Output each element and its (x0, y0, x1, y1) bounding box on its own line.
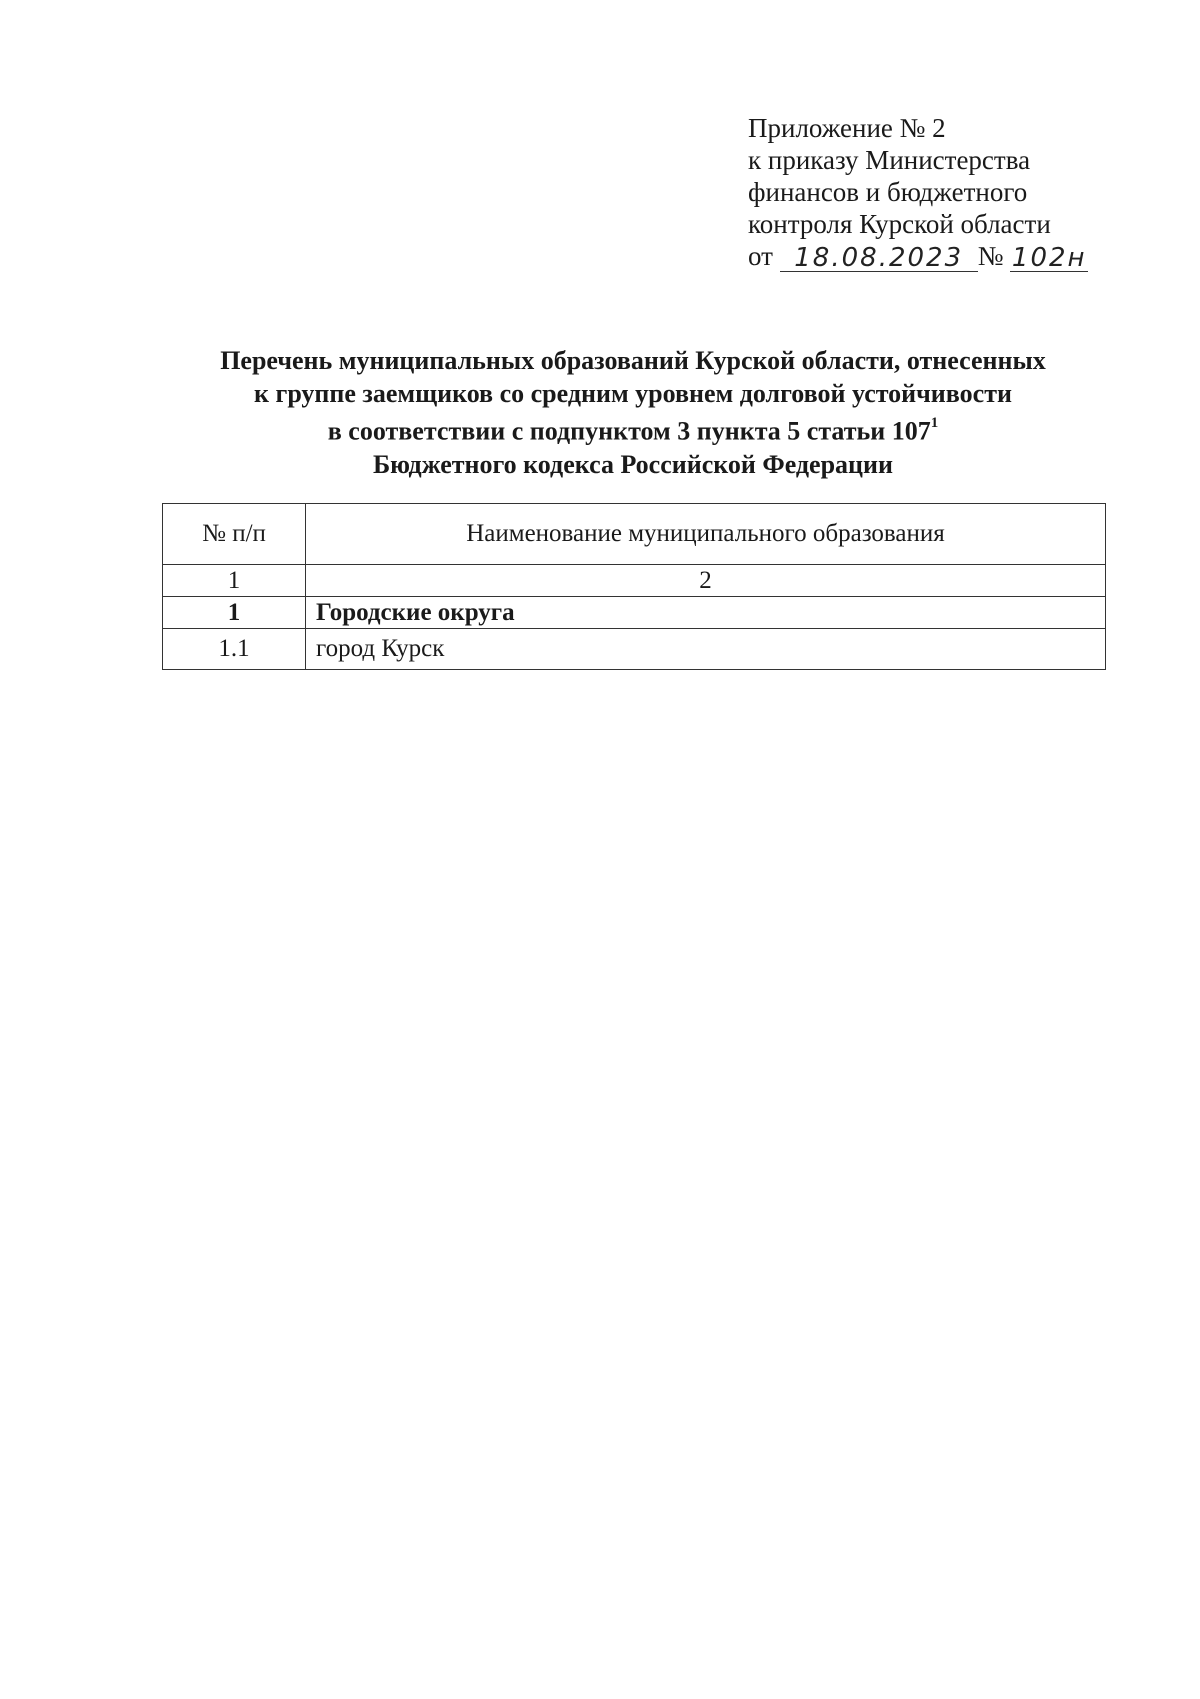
appendix-line-2: к приказу Министерства (748, 145, 1031, 175)
item-number: 1.1 (163, 629, 306, 670)
title-line-3 (150, 410, 1116, 448)
title-line-4: Бюджетного кодекса Российской Федерации (372, 449, 893, 479)
document-title (150, 344, 1116, 481)
item-name: город Курск (306, 629, 1106, 670)
index-cell-2: 2 (306, 565, 1106, 597)
appendix-line-4: контроля Курской области (748, 209, 1051, 239)
title-superscript: 1 (930, 415, 939, 431)
table-row (163, 629, 1106, 670)
number-label: № (977, 241, 1004, 271)
title-line-2: к группе заемщиков со средним уровнем долговой устойчивости (254, 379, 1012, 408)
index-cell-1: 1 (163, 565, 306, 597)
municipalities-table (162, 503, 1106, 670)
header-number: № п/п (163, 504, 306, 565)
number-field (1010, 241, 1088, 272)
group-number: 1 (163, 597, 306, 629)
group-name: Городские округа (306, 597, 1106, 629)
appendix-date-line (748, 240, 1088, 272)
appendix-title: Приложение № 2 (748, 113, 946, 143)
appendix-block (748, 112, 1088, 272)
header-name: Наименование муниципального образования (306, 504, 1106, 565)
appendix-line-3: финансов и бюджетного (748, 177, 1028, 207)
table-header-row (163, 504, 1106, 565)
handwritten-date: 18.08.2023 (794, 243, 964, 273)
handwritten-number: 102н (1011, 243, 1087, 273)
table-index-row (163, 565, 1106, 597)
date-field (780, 241, 978, 272)
from-label: от (748, 241, 773, 271)
title-line-1: Перечень муниципальных образований Курской области, отнесенных (220, 346, 1046, 375)
table-group-row (163, 597, 1106, 629)
title-line-3-text: в соответствии с подпунктом 3 пункта 5 статьи 107 (327, 416, 931, 446)
